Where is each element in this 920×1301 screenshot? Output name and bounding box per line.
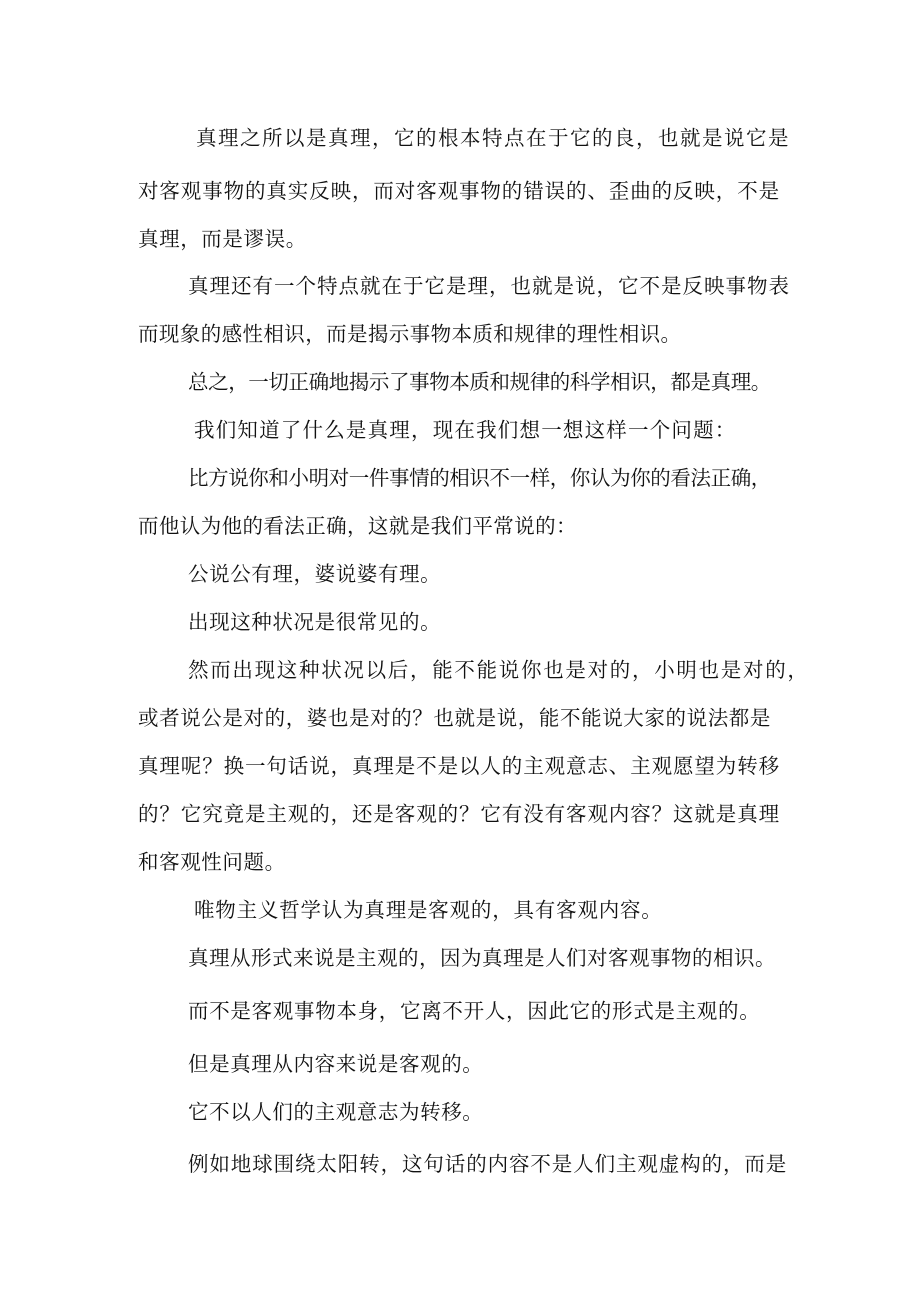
text-line-4: 真理还有一个特点就在于它是理，也就是说，它不是反映事物表	[188, 274, 790, 298]
text-line-12: 然而出现这种状况以后，能不能说你也是对的，小明也是对的，	[188, 658, 810, 682]
text-line-1: 真理之所以是真理，它的根本特点在于它的良，也就是说它是	[196, 126, 790, 150]
text-line-16: 和客观性问题。	[138, 850, 286, 874]
text-line-5: 而现象的感性相识，而是揭示事物本质和规律的理性相识。	[138, 322, 682, 346]
text-line-10: 公说公有理，婆说婆有理。	[188, 562, 442, 586]
text-line-9: 而他认为他的看法正确，这就是我们平常说的：	[138, 514, 577, 538]
text-line-19: 而不是客观事物本身，它离不开人，因此它的形式是主观的。	[188, 999, 761, 1023]
text-line-22: 例如地球围绕太阳转，这句话的内容不是人们主观虚构的，而是	[188, 1152, 788, 1176]
text-line-21: 它不以人们的主观意志为转移。	[188, 1100, 484, 1124]
text-line-14: 真理呢？换一句话说，真理是不是以人的主观意志、主观愿望为转移	[138, 754, 780, 778]
text-line-7: 我们知道了什么是真理，现在我们想一想这样一个问题：	[194, 418, 737, 442]
text-line-18: 真理从形式来说是主观的，因为真理是人们对客观事物的相识。	[188, 946, 776, 970]
text-line-11: 出现这种状况是很常见的。	[188, 610, 442, 634]
text-line-8: 比方说你和小明对一件事情的相识不一样，你认为你的看法正确，	[188, 466, 771, 490]
text-line-20: 但是真理从内容来说是客观的。	[188, 1052, 484, 1076]
text-line-15: 的？它究竟是主观的，还是客观的？它有没有客观内容？这就是真理	[138, 802, 780, 826]
text-line-3: 真理，而是谬误。	[138, 227, 307, 251]
text-line-13: 或者说公是对的，婆也是对的？也就是说，能不能说大家的说法都是	[138, 706, 771, 730]
text-line-6: 总之，一切正确地揭示了事物本质和规律的科学相识，都是真理。	[188, 370, 771, 394]
text-line-2: 对客观事物的真实反映，而对客观事物的错误的、歪曲的反映，不是	[138, 179, 780, 203]
text-line-17: 唯物主义哲学认为真理是客观的，具有客观内容。	[194, 898, 663, 922]
